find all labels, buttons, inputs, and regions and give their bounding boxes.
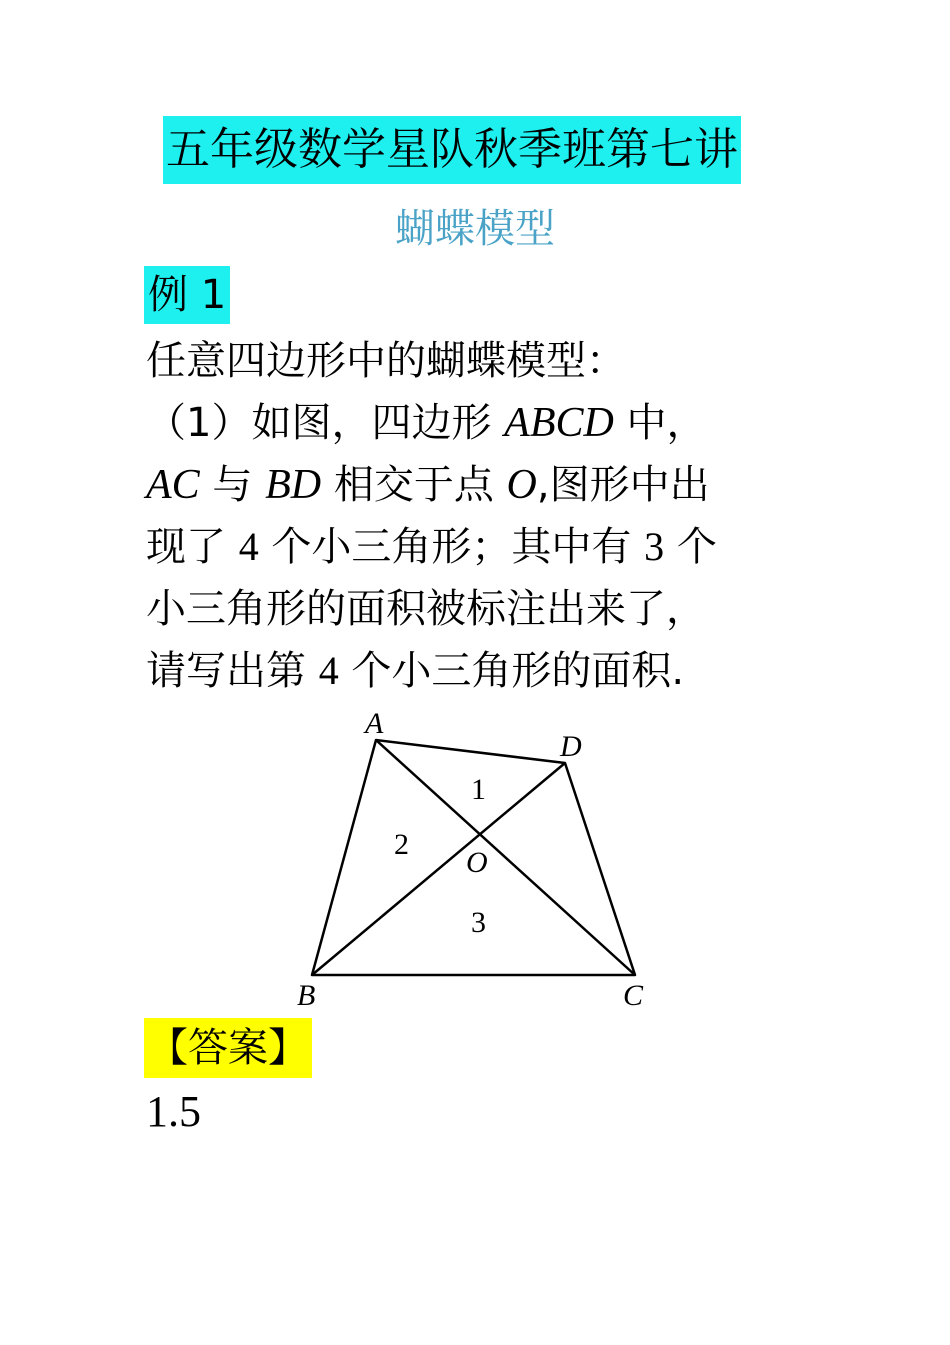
- point-label-c: C: [623, 979, 644, 1012]
- problem-line-1-part-a: （1）如图，四边形: [146, 400, 505, 446]
- problem-intro: 任意四边形中的蝴蝶模型：: [146, 338, 626, 384]
- answer-label: 【答案】: [144, 1018, 312, 1078]
- problem-line-1: [146, 392, 826, 454]
- area-label-top: 1: [471, 773, 486, 806]
- problem-line-3: [146, 516, 826, 578]
- problem-line-3-part-c: 个: [664, 524, 717, 570]
- problem-line-2: [146, 454, 826, 516]
- point-label-a: A: [365, 707, 384, 740]
- lecture-title: 五年级数学星队秋季班第七讲: [163, 116, 741, 184]
- problem-line-5-part-b: 个小三角形的面积.: [338, 648, 685, 694]
- lecture-subtitle: 蝴蝶模型: [395, 206, 555, 252]
- point-label-o: O: [466, 846, 488, 879]
- problem-line-5: [146, 640, 826, 702]
- problem-line-5-part-a: 请写出第: [146, 648, 319, 694]
- number-four: 4: [238, 524, 259, 569]
- example-label: 例 1: [144, 266, 230, 324]
- area-label-left: 2: [394, 828, 409, 861]
- point-label-b: B: [297, 979, 316, 1012]
- point-o: O: [506, 462, 537, 508]
- problem-line-2-part-b: 相交于点: [321, 462, 507, 508]
- number-three: 3: [644, 524, 665, 569]
- problem-line-2-part-c: ,图形中出: [536, 462, 710, 508]
- problem-line-3-part-a: 现了: [146, 524, 239, 570]
- area-label-bottom: 3: [471, 906, 486, 939]
- problem-text: [146, 330, 826, 702]
- diagonal-ac: AC: [146, 462, 200, 508]
- quadrilateral-figure: [290, 700, 670, 1020]
- problem-line-1-part-b: 中，: [613, 400, 707, 446]
- number-four-second: 4: [318, 648, 339, 693]
- diagonal-bd-line: [312, 763, 565, 975]
- point-label-d: D: [560, 730, 582, 763]
- problem-line-3-part-b: 个小三角形；其中有: [258, 524, 645, 570]
- answer-value: 1.5: [146, 1087, 201, 1136]
- problem-line-4: 小三角形的面积被标注出来了，: [146, 586, 706, 632]
- quadrilateral-name: ABCD: [504, 400, 614, 446]
- problem-line-2-part-a: 与: [199, 462, 266, 508]
- diagonal-bd: BD: [265, 462, 322, 508]
